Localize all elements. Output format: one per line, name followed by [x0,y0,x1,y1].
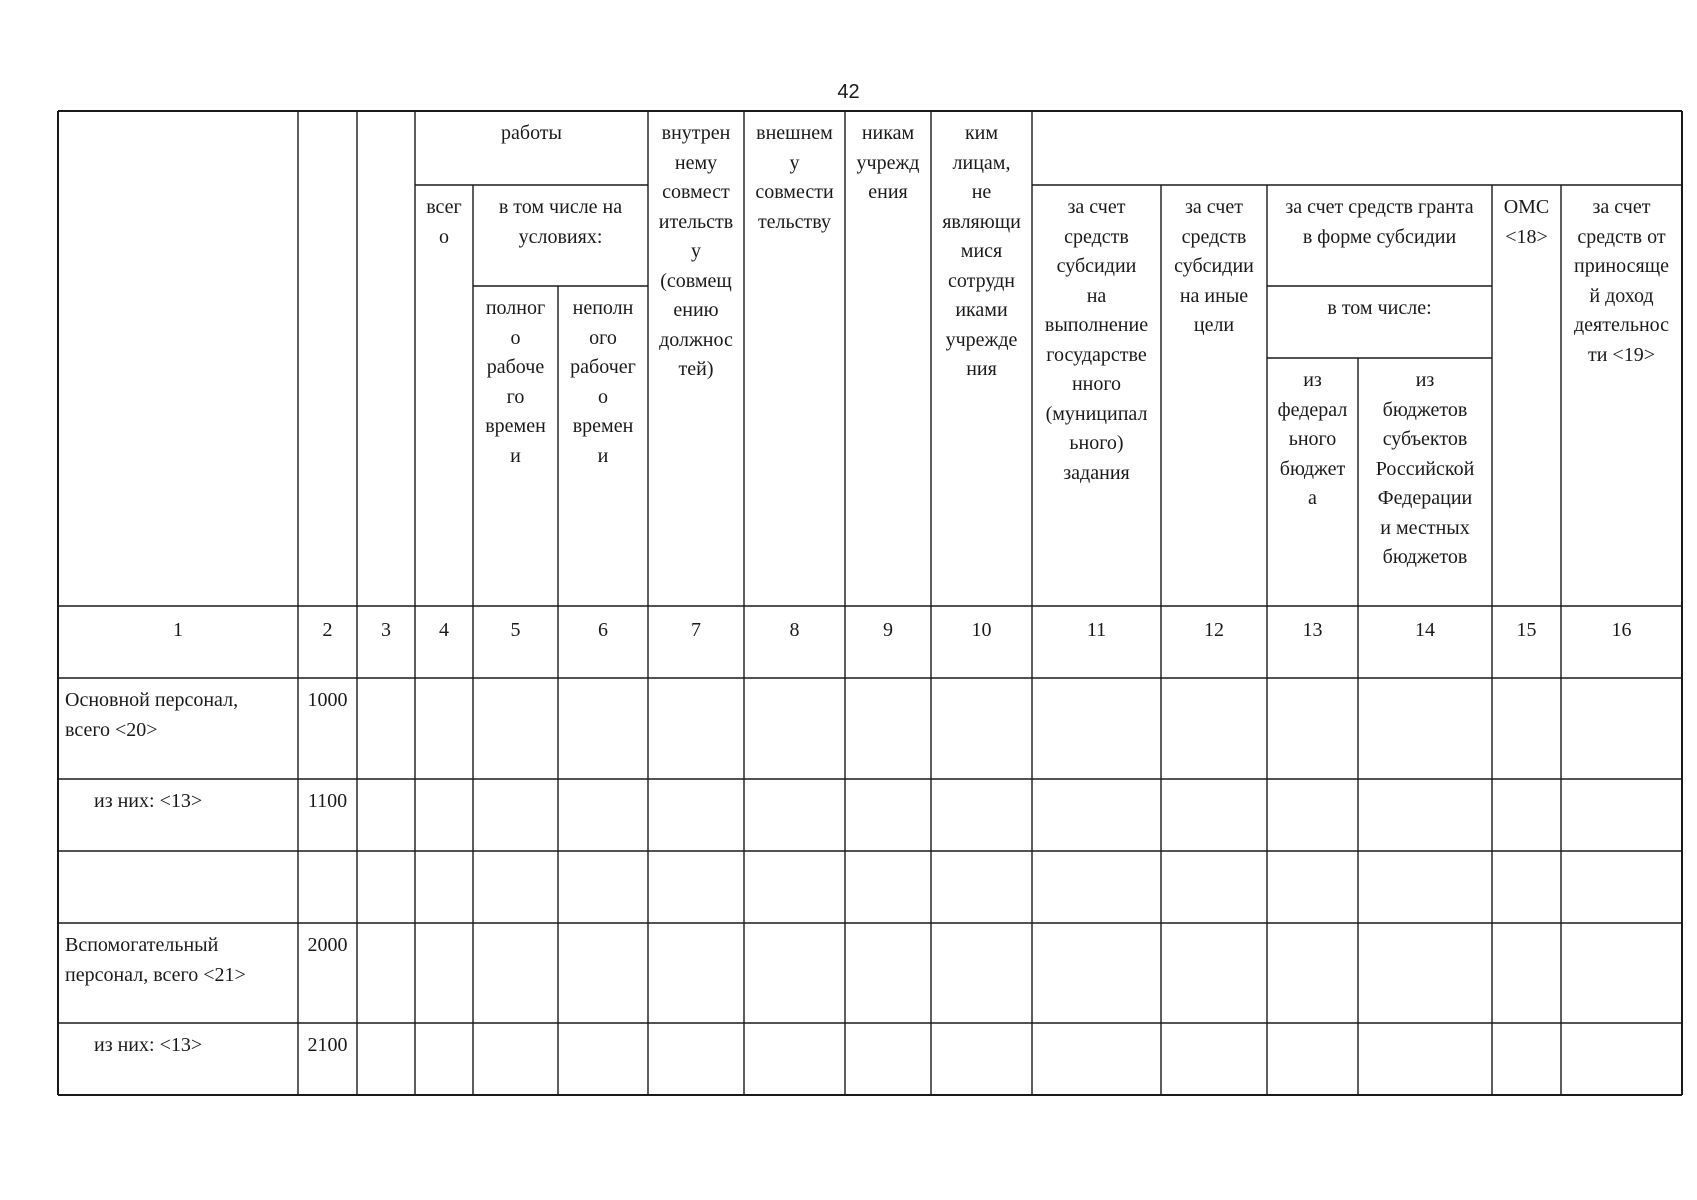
column-number: 12 [1204,619,1224,641]
header-internal-combination: внутрен нему совмест ительств у (совмещ ению должнос тей) [658,122,734,380]
header-incl: в том числе: [1327,297,1432,319]
header-part-time: неполн ого рабочег о времен и [570,297,636,467]
column-number: 13 [1302,619,1323,641]
header-federal-budget: из федерал ьного бюджет а [1277,369,1348,509]
column-number: 9 [883,619,893,641]
column-number: 7 [691,619,701,641]
header-regional-budgets: из бюджетов субъектов Российской Федерации и местных бюджетов [1375,369,1475,568]
header-full-time: полног о рабоче го времен и [485,297,546,467]
header-work: работы [501,122,562,144]
header-incl-terms: в том числе на условиях: [498,196,623,248]
row-label-of-them: из них: <13> [94,790,203,812]
column-number: 16 [1611,619,1632,641]
row-code: 2100 [307,1034,348,1056]
column-number: 4 [439,619,449,641]
header-subsidy-task: за счет средств субсидии на выполнение государстве нного (муниципал ьного) задания [1044,196,1149,484]
column-number: 15 [1516,619,1537,641]
row-label-empty [58,851,298,923]
row-label-support-staff: Вспомогательный персонал, всего <21> [65,934,246,986]
column-number: 8 [789,619,800,641]
row-label-of-them: из них: <13> [94,1034,203,1056]
column-number: 14 [1415,619,1435,641]
row-code: 1000 [307,689,348,711]
header-institution-employees: никам учрежд ения [856,122,920,203]
header-oms: ОМС <18> [1503,196,1550,248]
row-label-main-staff: Основной персонал, всего <20> [65,689,239,741]
column-number: 11 [1086,619,1107,641]
column-number: 1 [173,619,183,641]
header-grant: за счет средств гранта в форме субсидии [1285,196,1474,248]
header-external-combination: внешнем у совмести тельству [755,122,834,233]
column-number: 5 [510,619,521,641]
row-code [298,851,357,923]
row-code: 1100 [307,790,348,812]
header-total: всег о [426,196,462,248]
column-number: 2 [322,619,333,641]
column-number: 3 [381,619,391,641]
header-income-activity: за счет средств от приносяще й доход деятельнос ти <19> [1573,196,1670,366]
header-non-employees: ким лицам, не являющи мися сотрудн иками учрежде ния [942,122,1021,380]
page-number: 42 [837,81,860,103]
column-number: 10 [971,619,992,641]
header-subsidy-other: за счет средств субсидии на иные цели [1174,196,1254,336]
column-number: 6 [598,619,608,641]
row-code: 2000 [307,934,348,956]
